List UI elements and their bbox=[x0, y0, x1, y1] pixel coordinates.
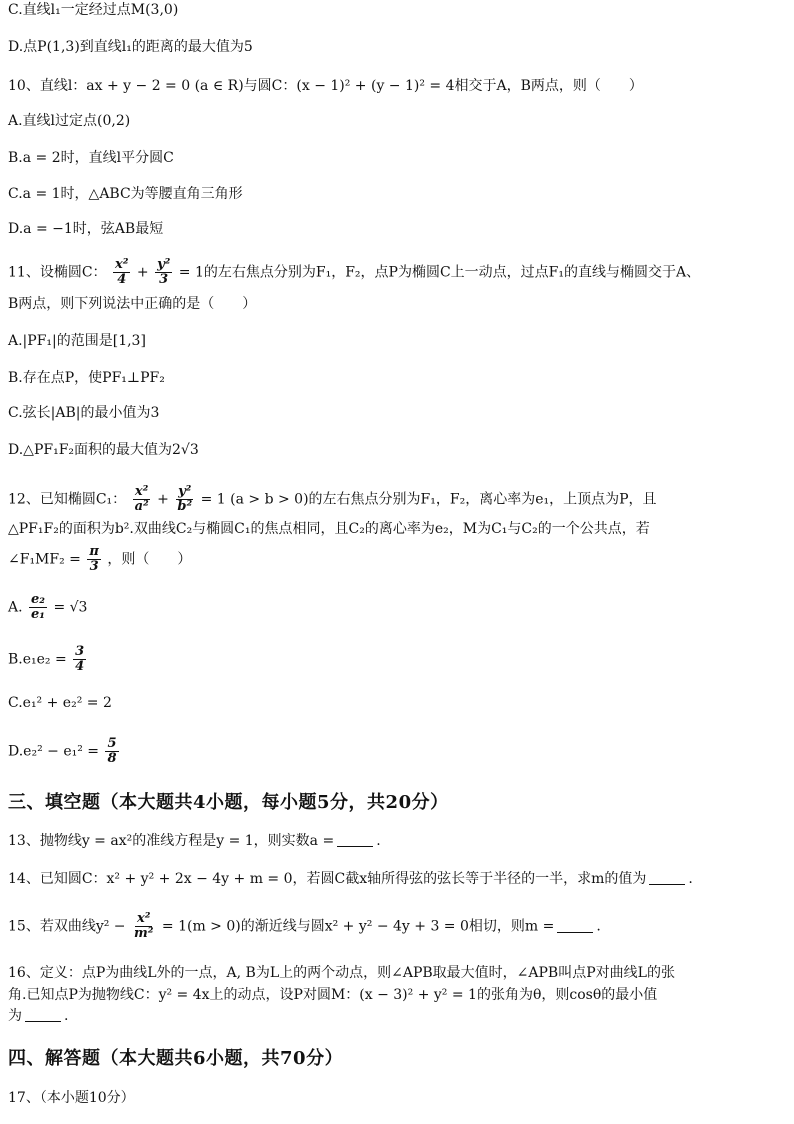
q11-prefix: 11、设椭圆C： bbox=[8, 264, 107, 281]
q12-prefix: 12、已知椭圆C₁： bbox=[8, 491, 127, 508]
q11-option-c: C.弦长|AB|的最小值为3 bbox=[8, 405, 160, 421]
q12-option-a bbox=[8, 593, 87, 622]
plus-sign: + bbox=[157, 491, 169, 508]
fraction bbox=[175, 485, 194, 514]
q11-option-d: D.△PF₁F₂面积的最大值为2√3 bbox=[8, 442, 199, 458]
q12-option-b bbox=[8, 645, 88, 674]
numerator: x² bbox=[136, 911, 151, 926]
q10-stem: 10、直线l：ax + y − 2 = 0 (a ∈ R)与圆C：(x − 1)² + (y − 1)² = 4相交于A，B两点，则（ ） bbox=[8, 78, 643, 94]
fraction bbox=[73, 645, 86, 674]
numerator: π bbox=[89, 544, 99, 559]
q10-option-b: B.a = 2时，直线l平分圆C bbox=[8, 150, 174, 166]
fraction bbox=[132, 912, 155, 941]
q16-prefix: 为 bbox=[8, 1008, 22, 1024]
q13-text: 13、抛物线y = ax²的准线方程是y = 1，则实数a = bbox=[8, 833, 335, 849]
numerator: y² bbox=[157, 257, 171, 272]
q16-line3 bbox=[8, 1006, 68, 1026]
period: . bbox=[376, 833, 381, 849]
denominator: a² bbox=[134, 499, 149, 514]
period: . bbox=[688, 871, 693, 887]
numerator: 5 bbox=[107, 736, 117, 751]
q11-stem-line1 bbox=[8, 258, 700, 287]
q15-prefix: 15、若双曲线y² − bbox=[8, 918, 126, 935]
q16-line2: 角.已知点P为抛物线C：y² = 4x上的动点，设P对圆M：(x − 3)² + y² = 1的张角为θ，则cosθ的最小值 bbox=[8, 987, 658, 1003]
q12-suffix: = 1 (a > b > 0)的左右焦点分别为F₁，F₂，离心率为e₁，上顶点为P，且 bbox=[200, 491, 657, 508]
q12-bracket: ，则（ ） bbox=[107, 551, 192, 568]
answer-blank bbox=[649, 884, 685, 885]
option-value: = √3 bbox=[53, 599, 88, 616]
q13 bbox=[8, 831, 381, 851]
denominator: b² bbox=[177, 499, 193, 514]
answer-blank bbox=[337, 846, 373, 847]
q14 bbox=[8, 869, 693, 889]
q12-stem-line2: △PF₁F₂的面积为b².双曲线C₂与椭圆C₁的焦点相同，且C₂的离心率为e₂，M为C₁与C₂的一个公共点，若 bbox=[8, 521, 650, 537]
option-expression: B.e₁e₂ = bbox=[8, 651, 67, 668]
fraction bbox=[105, 737, 118, 766]
denominator: 4 bbox=[75, 659, 85, 674]
answer-blank bbox=[557, 932, 593, 933]
numerator: x² bbox=[134, 484, 149, 499]
q15 bbox=[8, 912, 601, 941]
numerator: x² bbox=[114, 257, 129, 272]
q10-option-d: D.a = −1时，弦AB最短 bbox=[8, 221, 164, 237]
denominator: 3 bbox=[159, 272, 169, 287]
denominator: 4 bbox=[117, 272, 127, 287]
fraction bbox=[29, 593, 47, 622]
denominator: 8 bbox=[107, 751, 117, 766]
fraction bbox=[87, 545, 101, 574]
q10-option-a: A.直线l过定点(0,2) bbox=[8, 113, 131, 129]
q17-header: 17、（本小题10分） bbox=[8, 1090, 135, 1106]
option-expression: D.e₂² − e₁² = bbox=[8, 743, 100, 760]
q11-stem-line2: B两点，则下列说法中正确的是（ ） bbox=[8, 296, 257, 312]
numerator: e₂ bbox=[31, 592, 45, 607]
plus-sign: + bbox=[136, 264, 149, 281]
q11-suffix: = 1的左右焦点分别为F₁，F₂，点P为椭圆C上一动点，过点F₁的直线与椭圆交于A、 bbox=[178, 264, 701, 281]
q11-option-a: A.|PF₁|的范围是[1,3] bbox=[8, 333, 146, 349]
q12-option-d bbox=[8, 737, 121, 766]
numerator: 3 bbox=[75, 644, 85, 659]
q12-stem-line1 bbox=[8, 485, 657, 514]
section-heading-solutions: 四、解答题（本大题共6小题，共70分） bbox=[8, 1048, 344, 1069]
q11-option-b: B.存在点P，使PF₁⊥PF₂ bbox=[8, 370, 165, 386]
denominator: e₁ bbox=[31, 607, 45, 622]
period: . bbox=[64, 1008, 69, 1024]
q14-text: 14、已知圆C：x² + y² + 2x − 4y + m = 0，若圆C截x轴所得弦的弦长等于半径的一半，求m的值为 bbox=[8, 871, 647, 887]
angle-expression: ∠F₁MF₂ = bbox=[8, 551, 81, 568]
q9-option-d: D.点P(1,3)到直线l₁的距离的最大值为5 bbox=[8, 39, 253, 55]
q15-suffix: = 1(m > 0)的渐近线与圆x² + y² − 4y + 3 = 0相切，则m = bbox=[161, 918, 555, 935]
numerator: y² bbox=[178, 484, 192, 499]
fraction bbox=[155, 258, 172, 287]
option-letter: A. bbox=[8, 599, 23, 616]
denominator: 3 bbox=[89, 559, 99, 574]
fraction bbox=[113, 258, 130, 287]
q9-option-c: C.直线l₁一定经过点M(3,0) bbox=[8, 2, 179, 18]
q12-stem-line3 bbox=[8, 545, 191, 574]
section-heading-fill-in: 三、填空题（本大题共4小题，每小题5分，共20分） bbox=[8, 792, 449, 813]
answer-blank bbox=[25, 1021, 61, 1022]
q12-option-c: C.e₁² + e₂² = 2 bbox=[8, 695, 112, 711]
q16-line1: 16、定义：点P为曲线L外的一点，A, B为L上的两个动点，则∠APB取最大值时，∠APB叫点P对曲线L的张 bbox=[8, 965, 675, 981]
period: . bbox=[596, 918, 601, 935]
q10-option-c: C.a = 1时，△ABC为等腰直角三角形 bbox=[8, 186, 243, 202]
fraction bbox=[133, 485, 151, 514]
denominator: m² bbox=[133, 926, 154, 941]
